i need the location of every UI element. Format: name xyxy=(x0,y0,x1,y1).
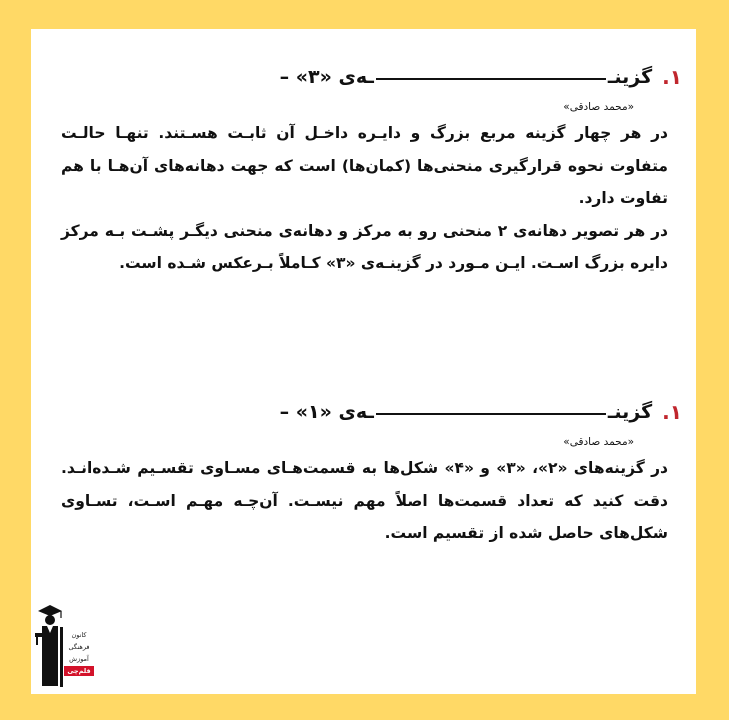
logo-text: فرهنگی xyxy=(68,643,90,651)
heading-kashida-line xyxy=(376,78,606,80)
answer-heading xyxy=(31,62,696,92)
explanation-text xyxy=(31,452,696,550)
kanoon-logo xyxy=(34,603,94,689)
answer-sheet xyxy=(31,29,696,694)
answer-number: ۱. xyxy=(662,65,682,89)
author-name: «محمد صادقی» xyxy=(563,101,634,113)
logo-text: قلم‌چی xyxy=(64,666,94,676)
heading-kashida-line xyxy=(376,413,606,415)
answer-heading xyxy=(31,397,696,427)
answer-option: ـه‌ی «۳» – xyxy=(279,66,374,88)
author-name: «محمد صادقی» xyxy=(563,436,634,448)
explanation-text xyxy=(31,117,696,280)
answer-label: گزینـ xyxy=(607,66,653,88)
answer-number: ۱. xyxy=(662,400,682,424)
answer-option: ـه‌ی «۱» – xyxy=(279,401,374,423)
explanation-paragraph: در گزینه‌های «۲»، «۳» و «۴» شکل‌ها به قسمت‌هـای مسـاوی تقسـیم شـده‌انـد. دقت کنید که تعداد قسمت‌ها اصلاً مهم نیسـت. آن‌چـه مهـم اسـت، تسـاوی شکل‌های حاصل شده از تقسیم است. xyxy=(61,459,668,542)
answer-label: گزینـ xyxy=(607,401,653,423)
explanation-paragraph: در هر تصویر دهانه‌ی ۲ منحنی رو به مرکز و دهانه‌ی منحنی دیگـر پشـت بـه مرکز دایره بزرگ اسـت. ایـن مـورد در گزینـه‌ی «۳» کـاملاً بـرعکس شـده است. xyxy=(61,221,668,272)
answer-entry xyxy=(31,397,696,550)
logo-text: آموزش xyxy=(69,655,89,663)
logo-text: کانون xyxy=(71,631,87,639)
answer-entry xyxy=(31,62,696,280)
explanation-paragraph: در هر چهار گزینه مربع بزرگ و دایـره داخـل آن ثابـت هسـتند. تنهـا حالـت متفاوت نحوه قرارگیری منحنی‌ها (کمان‌ها) است که جهت دهانه‌های آن‌هـا با هم تفاوت دارد. xyxy=(61,124,668,207)
